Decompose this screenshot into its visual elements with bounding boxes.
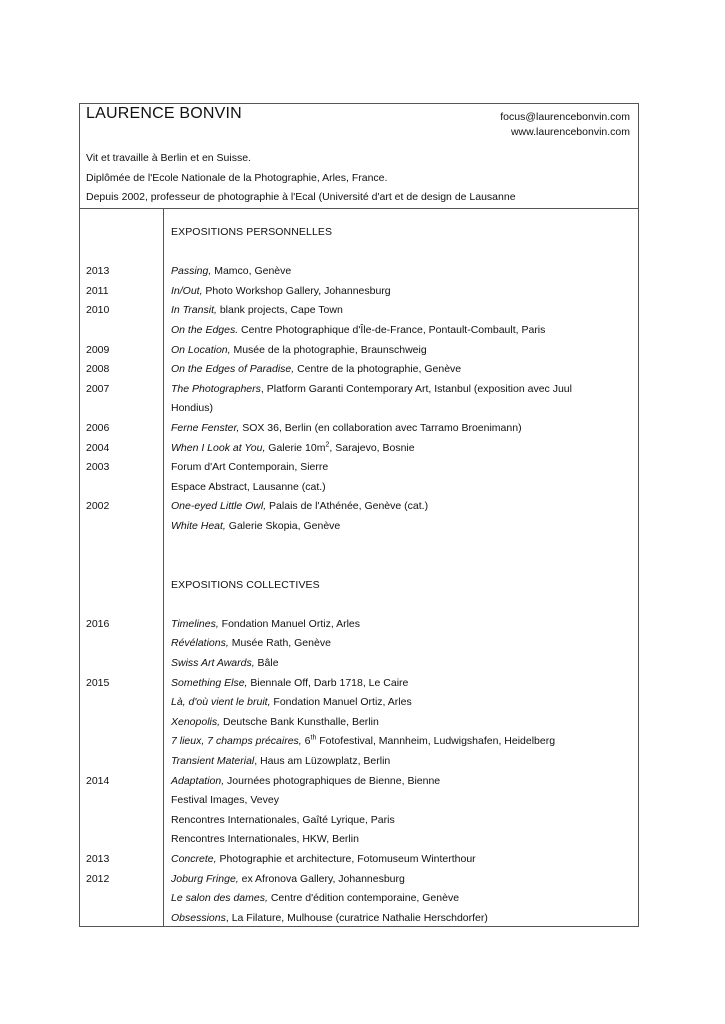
exhibition-year: 2015 xyxy=(86,676,110,689)
exhibition-year: 2013 xyxy=(86,265,110,278)
exhibition-entry xyxy=(171,772,440,792)
exhibition-year: 2007 xyxy=(86,382,110,395)
exhibition-venue: SOX 36, Berlin (en collaboration avec Tarramo Broenimann) xyxy=(239,421,522,434)
exhibition-row xyxy=(80,517,638,537)
exhibition-row xyxy=(80,341,638,361)
exhibition-venue: Deutsche Bank Kunsthalle, Berlin xyxy=(220,715,379,728)
exhibition-entry xyxy=(171,732,555,752)
exhibition-title: Xenopolis, xyxy=(171,715,221,728)
exhibition-entry xyxy=(171,693,412,713)
exhibition-row xyxy=(80,693,638,713)
website-link[interactable]: www.laurencebonvin.com xyxy=(510,126,630,138)
exhibition-year: 2003 xyxy=(86,461,110,474)
exhibition-title: Timelines, xyxy=(171,617,219,630)
exhibition-venue: Centre Photographique d'Île-de-France, Pontault-Combault, Paris xyxy=(238,323,546,336)
exhibition-venue: , Haus am Lüzowplatz, Berlin xyxy=(254,755,391,768)
exhibition-title: Ferne Fenster, xyxy=(171,421,240,434)
exhibition-row xyxy=(80,772,638,792)
exhibition-row xyxy=(80,615,638,635)
exhibition-year: 2010 xyxy=(86,304,110,317)
exhibition-row xyxy=(80,674,638,694)
exhibition-venue: Festival Images, Vevey xyxy=(171,794,279,807)
exhibition-title: Joburg Fringe, xyxy=(171,872,239,885)
exhibition-year: 2013 xyxy=(86,853,110,865)
exhibition-venue: , Platform Garanti Contemporary Art, Istanbul (exposition avec Juul xyxy=(260,382,572,395)
exhibition-year: 2009 xyxy=(86,343,110,356)
exhibition-row xyxy=(80,419,638,439)
exhibition-entry xyxy=(171,889,459,909)
exhibition-venue: Mamco, Genève xyxy=(211,265,292,278)
exhibition-venue: Bâle xyxy=(254,657,279,670)
exhibition-row xyxy=(80,634,638,654)
section-title: EXPOSITIONS PERSONNELLES xyxy=(171,226,333,238)
exhibition-title: Adaptation, xyxy=(171,774,225,787)
exhibition-row xyxy=(80,791,638,811)
exhibition-venue: Hondius) xyxy=(171,402,214,415)
exhibition-venue: Galerie 10m xyxy=(265,441,326,454)
exhibition-year: 2011 xyxy=(86,284,109,297)
exhibition-venue: Forum d'Art Contemporain, Sierre xyxy=(171,461,329,474)
exhibition-title: 7 lieux, 7 champs précaires, xyxy=(171,735,302,748)
superscript: 2 xyxy=(325,441,330,449)
exhibition-entry xyxy=(171,301,343,321)
exhibition-venue: Rencontres Internationales, HKW, Berlin xyxy=(171,833,359,846)
exhibition-venue: , La Filature, Mulhouse (curatrice Nathalie Herschdorfer) xyxy=(225,911,488,924)
exhibition-venue: Fondation Manuel Ortiz, Arles xyxy=(270,696,412,709)
exhibition-venue: blank projects, Cape Town xyxy=(216,304,343,317)
exhibition-entry xyxy=(171,360,461,380)
exhibition-row xyxy=(80,811,638,831)
exhibition-row xyxy=(80,262,638,282)
exhibition-title: Le salon des dames, xyxy=(171,892,268,905)
cv-document xyxy=(79,103,639,927)
exhibition-entry xyxy=(171,634,331,654)
exhibition-year: 2008 xyxy=(86,363,110,376)
exhibition-venue: Photographie et architecture, Fotomuseum Winterthour xyxy=(216,853,476,865)
exhibition-row xyxy=(80,830,638,850)
exhibition-row xyxy=(80,439,638,459)
exhibition-venue: Biennale Off, Darb 1718, Le Caire xyxy=(247,676,409,689)
exhibition-venue: Centre d'édition contemporaine, Genève xyxy=(267,892,460,905)
exhibition-venue: Photo Workshop Gallery, Johannesburg xyxy=(202,284,391,297)
exhibition-year: 2016 xyxy=(86,617,110,630)
exhibition-entry xyxy=(171,654,279,674)
exhibition-row xyxy=(80,870,638,890)
exhibition-row xyxy=(80,282,638,302)
exhibition-venue: Centre de la photographie, Genève xyxy=(294,363,462,376)
exhibition-year: 2014 xyxy=(86,774,110,787)
exhibition-venue-cont: , Sarajevo, Bosnie xyxy=(329,441,415,454)
exhibition-venue-cont: Fotofestival, Mannheim, Ludwigshafen, Heidelberg xyxy=(316,735,556,748)
section-heading-row xyxy=(80,223,638,243)
exhibition-venue: Fondation Manuel Ortiz, Arles xyxy=(218,617,360,630)
exhibition-entry xyxy=(171,615,360,635)
exhibition-row xyxy=(80,478,638,498)
exhibition-venue: Musée de la photographie, Braunschweig xyxy=(230,343,427,356)
exhibition-title: On the Edges of Paradise, xyxy=(171,363,295,376)
exhibition-row xyxy=(80,732,638,752)
exhibition-entry xyxy=(171,341,427,361)
exhibition-title: The Photographers xyxy=(171,382,261,395)
exhibition-entry xyxy=(171,713,379,733)
exhibition-row xyxy=(80,380,638,400)
exhibition-venue: Espace Abstract, Lausanne (cat.) xyxy=(171,480,326,493)
exhibition-year: 2012 xyxy=(86,872,110,885)
exhibition-title: White Heat, xyxy=(171,519,226,532)
exhibition-title: Là, d'où vient le bruit, xyxy=(171,696,271,709)
exhibition-entry xyxy=(171,478,326,498)
exhibition-title: Swiss Art Awards, xyxy=(171,657,255,670)
exhibition-entry xyxy=(171,811,395,831)
exhibition-entry xyxy=(171,870,405,890)
intro-text xyxy=(86,149,516,208)
exhibition-title: In Transit, xyxy=(171,304,217,317)
section-heading-row xyxy=(80,576,638,596)
exhibition-venue: ex Afronova Gallery, Johannesburg xyxy=(238,872,405,885)
exhibition-row xyxy=(80,497,638,517)
exhibition-entry xyxy=(171,752,390,772)
exhibition-entry xyxy=(171,850,476,870)
exhibition-title: Obsessions xyxy=(171,911,226,924)
spacer xyxy=(80,537,638,557)
exhibition-title: Something Else, xyxy=(171,676,248,689)
exhibition-entry xyxy=(171,262,291,282)
exhibition-title: Transient Material xyxy=(171,755,255,768)
exhibition-row xyxy=(80,909,638,929)
exhibition-title: On the Edges. xyxy=(171,323,239,336)
exhibition-title: One-eyed Little Owl, xyxy=(171,500,267,513)
exhibition-year: 2006 xyxy=(86,421,110,434)
exhibition-entry xyxy=(171,282,391,302)
intro-line: Vit et travaille à Berlin et en Suisse. xyxy=(86,152,251,164)
exhibition-entry xyxy=(171,909,488,929)
exhibition-row xyxy=(80,301,638,321)
exhibition-entry xyxy=(171,439,415,459)
exhibition-row xyxy=(80,321,638,341)
exhibition-entry xyxy=(171,791,279,811)
spacer xyxy=(80,595,638,615)
intro-line: Diplômée de l'Ecole Nationale de la Photographie, Arles, France. xyxy=(86,171,388,184)
exhibition-entry xyxy=(171,674,408,694)
exhibition-year: 2002 xyxy=(86,500,110,513)
intro-line: Depuis 2002, professeur de photographie à l'Ecal (Université d'art et de design de Lausanne xyxy=(86,191,516,203)
exhibition-entry xyxy=(171,419,522,439)
exhibition-venue: Palais de l'Athénée, Genève (cat.) xyxy=(266,500,429,513)
exhibitions-list xyxy=(80,208,638,928)
exhibition-title: Passing, xyxy=(171,265,212,278)
exhibition-entry xyxy=(171,458,328,478)
exhibition-entry xyxy=(171,399,213,419)
exhibition-row xyxy=(80,713,638,733)
exhibition-venue: Rencontres Internationales, Gaîté Lyrique, Paris xyxy=(171,813,395,826)
section-title: EXPOSITIONS COLLECTIVES xyxy=(171,578,320,591)
exhibition-entry xyxy=(171,497,428,517)
email-link[interactable]: focus@laurencebonvin.com xyxy=(500,111,630,123)
exhibition-year: 2004 xyxy=(86,441,110,454)
exhibition-entry xyxy=(171,321,545,341)
spacer xyxy=(80,556,638,576)
exhibition-venue: Galerie Skopia, Genève xyxy=(225,519,341,532)
exhibition-row xyxy=(80,752,638,772)
exhibition-title: When I Look at You, xyxy=(171,441,266,454)
exhibition-title: In/Out, xyxy=(171,284,203,297)
exhibition-title: Révélations, xyxy=(171,637,229,650)
person-name: LAURENCE BONVIN xyxy=(86,105,242,122)
exhibition-venue: 6 xyxy=(301,735,311,748)
exhibition-venue: Journées photographiques de Bienne, Bienne xyxy=(224,774,441,787)
exhibition-row xyxy=(80,654,638,674)
exhibition-row xyxy=(80,360,638,380)
exhibition-venue: Musée Rath, Genève xyxy=(228,637,331,650)
exhibition-entry xyxy=(171,380,572,400)
cv-header xyxy=(80,104,638,209)
exhibition-entry xyxy=(171,830,359,850)
exhibition-row xyxy=(80,399,638,419)
exhibition-row xyxy=(80,458,638,478)
contact-block xyxy=(500,110,630,140)
superscript: th xyxy=(310,734,317,742)
exhibition-row xyxy=(80,889,638,909)
exhibition-entry xyxy=(171,517,340,537)
spacer xyxy=(80,243,638,263)
exhibition-title: On Location, xyxy=(171,343,231,356)
exhibition-title: Concrete, xyxy=(171,853,217,865)
exhibition-row xyxy=(80,850,638,870)
